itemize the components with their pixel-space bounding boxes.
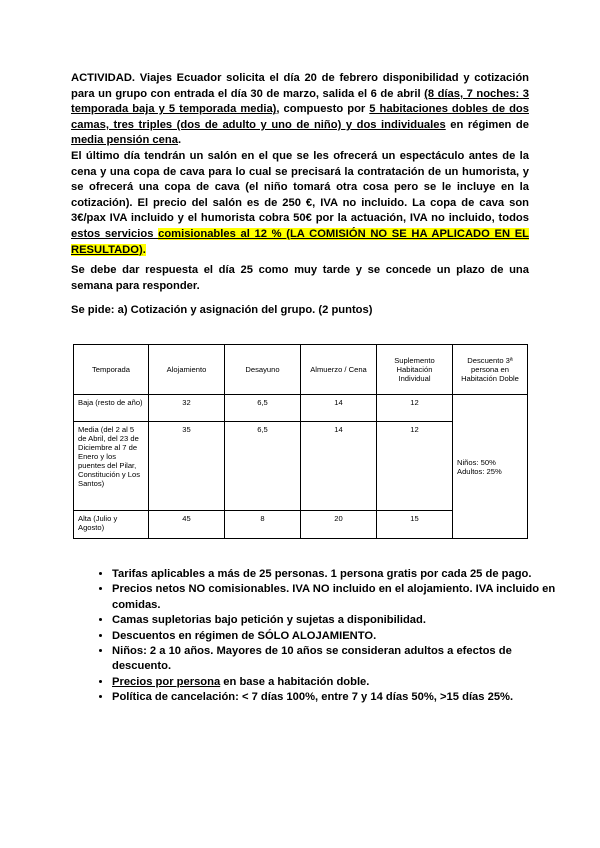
list-item — [112, 567, 562, 582]
intro-text: . — [177, 134, 182, 147]
list-item-text: Niños: 2 a 10 años. Mayores de 10 años se consideran adultos a efectos de descuento. — [112, 645, 512, 673]
col-header: Temporada — [74, 345, 149, 395]
cell: 14 — [301, 395, 377, 422]
discount-children: Niños: 50% — [457, 457, 496, 467]
season-cell: Baja (resto de año) — [74, 395, 149, 422]
cell: 45 — [149, 511, 225, 539]
list-item — [112, 644, 562, 675]
season-cell: Media (del 2 al 5 de Abril, del 23 de Diciembre al 7 de Enero y los puentes del Pilar, Constitución y Los Santos) — [74, 422, 149, 511]
table-row — [74, 395, 528, 422]
cell: 15 — [377, 511, 453, 539]
col-header: Descuento 3ª persona en Habitación Doble — [453, 345, 528, 395]
list-item-text: Camas supletorias bajo petición y sujetas a disponibilidad. — [112, 614, 426, 627]
cell: 35 — [149, 422, 225, 511]
list-item — [112, 582, 562, 613]
intro-text: en régimen de — [445, 118, 529, 131]
task-statement: Se pide: a) Cotización y asignación del grupo. (2 puntos) — [71, 304, 373, 316]
event-text: El último día tendrán un salón en el que se les ofrecerá un espectáculo antes de la cena y una copa de cava para lo cual se precisará la contratación de un humorista, y se ofrecerá una copa de cava (el niño tomará otra cosa pero se le incluye en la cotización). El precio del salón es de 250 €, IVA no incluido. La copa de cava son 3€/pax IVA incluido y el humorista cobra 50€ por la actuación, IVA no incluido, todos — [71, 149, 529, 225]
cell: 12 — [377, 395, 453, 422]
cell: 20 — [301, 511, 377, 539]
col-header: Suplemento Habitación Individual — [377, 345, 453, 395]
cell: 8 — [225, 511, 301, 539]
event-text-end: . — [142, 243, 146, 256]
list-item-text: Descuentos en régimen de SÓLO ALOJAMIENTO. — [112, 629, 377, 642]
list-item-text: en base a habitación doble. — [220, 675, 370, 688]
event-text-underlined: estos servicios — [71, 227, 159, 240]
list-item — [112, 690, 562, 705]
list-item-text: Política de cancelación: < 7 días 100%, entre 7 y 14 días 50%, >15 días 25%. — [112, 691, 514, 704]
cell: 6,5 — [225, 395, 301, 422]
discount-adults: Adultos: 25% — [457, 466, 502, 476]
rates-table — [73, 344, 528, 539]
list-item — [112, 613, 562, 628]
conditions-list — [88, 567, 562, 706]
col-header: Desayuno — [225, 345, 301, 395]
activity-statement — [71, 71, 529, 258]
board-regime: media pensión cena — [71, 134, 178, 147]
intro-text: , compuesto por — [276, 103, 370, 116]
room-composition: 5 habitaciones dobles de dos camas, tres triples (dos de adulto y uno de niño) y dos individuales — [71, 103, 529, 131]
discount-cell — [453, 395, 528, 539]
list-item — [112, 675, 562, 690]
cell: 12 — [377, 422, 453, 511]
list-item-text: Tarifas aplicables a más de 25 personas. 1 persona gratis por cada 25 de pago. — [112, 568, 532, 580]
list-item — [112, 629, 562, 644]
activity-label: ACTIVIDAD. — [71, 72, 136, 84]
cell: 6,5 — [225, 422, 301, 511]
stay-duration: (8 días, 7 noches: 3 temporada baja y 5 temporada media) — [71, 87, 529, 116]
intro-text: Viajes Ecuador solicita el día 20 de febrero disponibilidad y cotización para un grupo con entrada el día 30 de marzo, salida el 6 de abril — [71, 72, 529, 100]
season-cell: Alta (Julio y Agosto) — [74, 511, 149, 539]
col-header: Alojamiento — [149, 345, 225, 395]
list-item-text: Precios netos NO comisionables. IVA NO incluido en el alojamiento. IVA incluido en comidas. — [112, 583, 556, 611]
cell: 14 — [301, 422, 377, 511]
cell: 32 — [149, 395, 225, 422]
commission-highlight: comisionables al 12 % (LA COMISIÓN NO SE HA APLICADO EN EL RESULTADO) — [71, 227, 529, 256]
col-header: Almuerzo / Cena — [301, 345, 377, 395]
table-header-row — [74, 345, 528, 395]
list-item-underlined: Precios por persona — [112, 675, 221, 688]
response-deadline: Se debe dar respuesta el día 25 como muy tarde y se concede un plazo de una semana para responder. — [71, 264, 529, 292]
